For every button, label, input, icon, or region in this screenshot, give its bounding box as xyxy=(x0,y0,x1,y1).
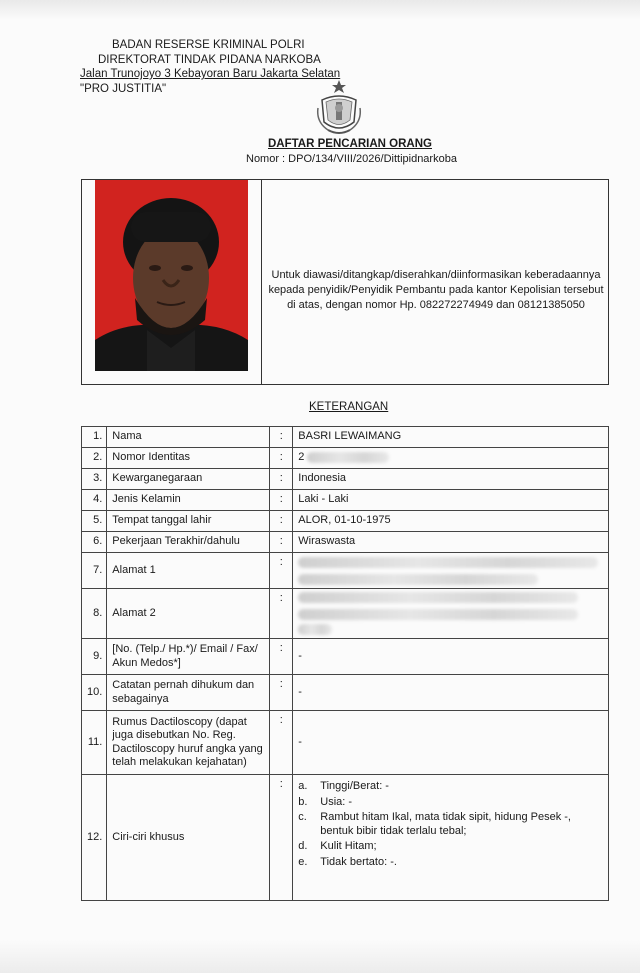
field-label: Alamat 1 xyxy=(107,553,270,589)
colon: : xyxy=(270,711,293,775)
letterhead xyxy=(80,38,340,96)
colon: : xyxy=(270,448,293,469)
police-emblem-icon xyxy=(314,78,364,136)
field-label: Nomor Identitas xyxy=(107,448,270,469)
table-row xyxy=(82,711,609,775)
id-prefix: 2 xyxy=(298,451,305,464)
row-number: 7. xyxy=(82,553,107,589)
portrait-image xyxy=(95,180,248,371)
field-label: Catatan pernah dihukum dan sebagainya xyxy=(107,675,270,711)
table-row xyxy=(82,469,609,490)
row-number: 3. xyxy=(82,469,107,490)
document-number: Nomor : DPO/134/VIII/2026/Dittipidnarkoba xyxy=(246,153,457,165)
row-number: 4. xyxy=(82,490,107,511)
redacted-line xyxy=(298,624,332,635)
redacted-line xyxy=(298,557,598,568)
row-number: 10. xyxy=(82,675,107,711)
table-row xyxy=(82,448,609,469)
table-row xyxy=(82,775,609,901)
colon: : xyxy=(270,553,293,589)
field-value: - xyxy=(293,675,609,711)
document-title: DAFTAR PENCARIAN ORANG xyxy=(268,138,432,150)
redacted-address-1 xyxy=(293,553,609,589)
field-value xyxy=(293,448,609,469)
field-value: Laki - Laki xyxy=(293,490,609,511)
characteristics-list xyxy=(298,780,603,869)
redacted-line xyxy=(298,574,538,585)
colon: : xyxy=(270,490,293,511)
photo-box xyxy=(81,179,609,385)
colon: : xyxy=(270,469,293,490)
field-label: [No. (Telp./ Hp.*)/ Email / Fax/ Akun Medos*] xyxy=(107,639,270,675)
list-item: b. Usia: - xyxy=(298,795,353,808)
field-label: Rumus Dactiloscopy (dapat juga disebutkan No. Reg. Dactiloscopy huruf angka yang telah melakukan kejahatan) xyxy=(107,711,270,775)
field-value: - xyxy=(293,711,609,775)
field-label: Ciri-ciri khusus xyxy=(107,775,270,901)
field-label: Kewarganegaraan xyxy=(107,469,270,490)
redacted-line xyxy=(298,592,578,603)
colon: : xyxy=(270,427,293,448)
table-row xyxy=(82,532,609,553)
redacted-line xyxy=(298,609,578,620)
list-item: e. Tidak bertato: -. xyxy=(298,855,397,868)
row-number: 6. xyxy=(82,532,107,553)
table-row xyxy=(82,639,609,675)
field-value: BASRI LEWAIMANG xyxy=(293,427,609,448)
characteristics-cell xyxy=(293,775,609,901)
table-row xyxy=(82,589,609,639)
row-number: 9. xyxy=(82,639,107,675)
field-label: Alamat 2 xyxy=(107,589,270,639)
directorate-name: DIREKTORAT TINDAK PIDANA NARKOBA xyxy=(98,53,321,66)
row-number: 1. xyxy=(82,427,107,448)
colon: : xyxy=(270,639,293,675)
table-row xyxy=(82,675,609,711)
field-label: Tempat tanggal lahir xyxy=(107,511,270,532)
colon: : xyxy=(270,532,293,553)
list-item: a. Tinggi/Berat: - xyxy=(298,780,389,792)
row-number: 2. xyxy=(82,448,107,469)
pro-justitia: "PRO JUSTITIA" xyxy=(80,82,167,95)
table-row xyxy=(82,490,609,511)
photo-divider xyxy=(261,180,262,384)
instruction-text: Untuk diawasi/ditangkap/diserahkan/diinformasikan keberadaannya kepada penyidik/Penyidik Pembantu pada kantor Kepolisian tersebut di atas, dengan nomor Hp. 082272274949 dan 08121385050 xyxy=(268,269,604,311)
field-value: Wiraswasta xyxy=(293,532,609,553)
field-label: Nama xyxy=(107,427,270,448)
redacted-id xyxy=(307,452,389,463)
colon: : xyxy=(270,675,293,711)
agency-name: BADAN RESERSE KRIMINAL POLRI xyxy=(112,39,305,51)
field-label: Pekerjaan Terakhir/dahulu xyxy=(107,532,270,553)
table-row xyxy=(82,553,609,589)
details-table xyxy=(81,426,609,901)
colon: : xyxy=(270,589,293,639)
colon: : xyxy=(270,775,293,901)
list-item: d. Kulit Hitam; xyxy=(298,840,377,852)
keterangan-title: KETERANGAN xyxy=(309,401,389,413)
colon: : xyxy=(270,511,293,532)
field-label: Jenis Kelamin xyxy=(107,490,270,511)
field-value: ALOR, 01-10-1975 xyxy=(293,511,609,532)
redacted-address-2 xyxy=(293,589,609,639)
field-value: - xyxy=(293,639,609,675)
agency-address: Jalan Trunojoyo 3 Kebayoran Baru Jakarta Selatan xyxy=(80,68,341,80)
row-number: 12. xyxy=(82,775,107,901)
table-row xyxy=(82,511,609,532)
row-number: 5. xyxy=(82,511,107,532)
row-number: 8. xyxy=(82,589,107,639)
row-number: 11. xyxy=(82,711,107,775)
table-row xyxy=(82,427,609,448)
suspect-photo xyxy=(95,180,248,371)
list-item: c. Rambut hitam Ikal, mata tidak sipit, hidung Pesek -, bentuk bibir tidak terlalu tebal; xyxy=(298,811,571,837)
field-value: Indonesia xyxy=(293,469,609,490)
